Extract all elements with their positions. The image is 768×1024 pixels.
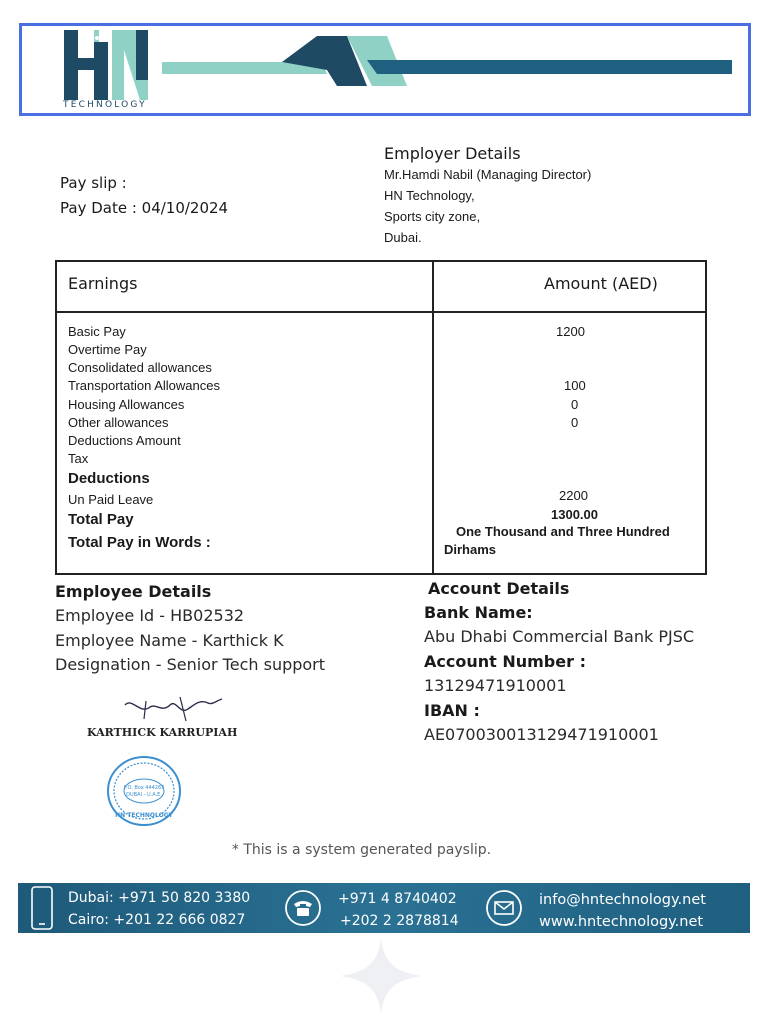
sparkle-watermark-icon — [338, 936, 424, 1016]
unpaid-leave-amount: 2200 — [559, 488, 588, 503]
column-divider — [432, 262, 434, 573]
signature-icon — [120, 693, 230, 725]
employer-line: HN Technology, — [384, 188, 475, 203]
employee-name: Employee Name - Karthick K — [55, 631, 284, 650]
iban-label: IBAN : — [424, 701, 480, 720]
employee-details-title: Employee Details — [55, 582, 212, 601]
stamp-text: P.O. Box 444263 — [123, 785, 165, 791]
bank-name-label: Bank Name: — [424, 603, 533, 622]
earning-label: Housing Allowances — [68, 397, 185, 412]
earning-label: Basic Pay — [68, 324, 126, 339]
letterhead-banner — [19, 23, 751, 116]
header-divider — [57, 311, 705, 313]
earning-label: Consolidated allowances — [68, 360, 212, 375]
stamp-text: DUBAI - U.A.E. — [126, 792, 162, 798]
earning-label: Transportation Allowances — [68, 378, 220, 393]
logo-subtitle: TECHNOLOGY — [63, 100, 147, 110]
stamp-text: HN TECHNOLOGY — [115, 812, 173, 819]
pay-date: Pay Date : 04/10/2024 — [60, 199, 229, 217]
earning-label: Overtime Pay — [68, 342, 147, 357]
footer-cairo-phone: Cairo: +201 22 666 0827 — [68, 912, 246, 928]
system-note: * This is a system generated payslip. — [231, 842, 492, 858]
total-words-label: Total Pay in Words : — [68, 534, 211, 551]
mobile-phone-icon — [30, 886, 54, 930]
header-graphic — [162, 30, 732, 102]
earnings-table — [55, 260, 707, 575]
payslip-title: Pay slip : — [60, 174, 127, 192]
employer-line: Sports city zone, — [384, 209, 481, 224]
footer-phone-2: +202 2 2878814 — [340, 913, 459, 929]
earning-label: Tax — [68, 451, 89, 466]
footer-website[interactable]: www.hntechnology.net — [539, 914, 704, 930]
earning-amount: 0 — [571, 415, 579, 430]
unpaid-leave-label: Un Paid Leave — [68, 492, 154, 507]
amount-header: Amount (AED) — [544, 274, 658, 293]
total-words-line2: Dirhams — [444, 542, 497, 557]
total-pay-amount: 1300.00 — [551, 507, 598, 522]
email-envelope-icon — [485, 889, 523, 927]
signature-name: KARTHICK KARRUPIAH — [87, 726, 238, 739]
employer-line: Dubai. — [384, 230, 422, 245]
earning-amount: 100 — [564, 378, 586, 393]
earning-label: Deductions Amount — [68, 433, 181, 448]
employee-id: Employee Id - HB02532 — [55, 606, 245, 625]
contact-footer — [18, 883, 750, 933]
total-words-line1: One Thousand and Three Hundred — [456, 524, 670, 539]
earning-amount: 1200 — [556, 324, 585, 339]
footer-phone-1: +971 4 8740402 — [338, 891, 457, 907]
company-stamp-icon — [106, 755, 182, 827]
earning-amount: 0 — [571, 397, 579, 412]
bank-name-value: Abu Dhabi Commercial Bank PJSC — [424, 627, 695, 646]
footer-email[interactable]: info@hntechnology.net — [539, 892, 706, 908]
hn-logo-icon — [64, 28, 150, 100]
earning-label: Other allowances — [68, 415, 169, 430]
total-pay-label: Total Pay — [68, 511, 134, 528]
employer-line: Mr.Hamdi Nabil (Managing Director) — [384, 167, 592, 182]
footer-dubai-phone: Dubai: +971 50 820 3380 — [68, 890, 251, 906]
account-number-label: Account Number : — [424, 652, 586, 671]
earnings-header: Earnings — [68, 274, 138, 293]
account-number-value: 13129471910001 — [424, 676, 567, 695]
iban-value: AE070030013129471910001 — [424, 725, 659, 744]
telephone-icon — [284, 889, 322, 927]
deductions-label: Deductions — [68, 470, 150, 487]
account-details-title: Account Details — [428, 579, 570, 598]
employer-title: Employer Details — [384, 144, 521, 163]
employee-designation: Designation - Senior Tech support — [55, 655, 326, 674]
